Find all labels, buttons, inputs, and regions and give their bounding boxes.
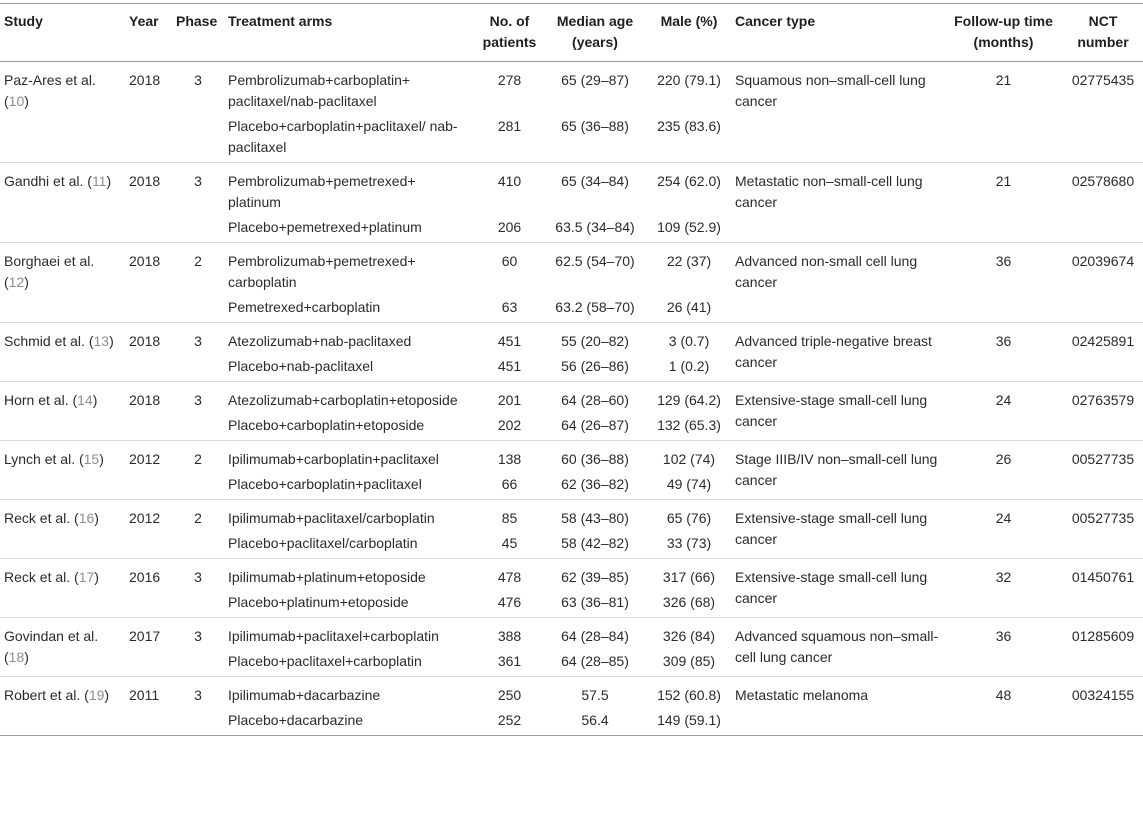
table-row: [0, 323, 1143, 356]
study-author: Horn et al. (: [4, 392, 78, 408]
male-cell: 26 (41): [666, 299, 712, 315]
median-age-cell: 60 (36–88): [561, 451, 629, 467]
male-cell: 65 (76): [666, 510, 712, 526]
header-treatment-arms: Treatment arms: [228, 13, 333, 29]
header-patients: No. of patients: [482, 13, 537, 50]
table-row: [0, 243, 1143, 297]
male-cell: 254 (62.0): [657, 173, 721, 189]
patients-cell: 451: [497, 358, 522, 374]
header-follow-up: Follow-up time (months): [954, 13, 1053, 50]
reference-link[interactable]: 18: [8, 649, 25, 665]
nct-number-cell: 01450761: [1071, 569, 1135, 585]
study-author: Paz-Ares et al. (: [4, 72, 96, 109]
male-cell: 49 (74): [666, 476, 712, 492]
table-row: [0, 677, 1143, 710]
nct-number-cell: 00527735: [1071, 451, 1135, 467]
reference-close-paren: ): [24, 274, 29, 290]
male-cell: 326 (68): [662, 594, 716, 610]
phase-cell: 2: [194, 451, 202, 467]
patients-cell: 278: [497, 72, 522, 88]
treatment-arm-cell: Placebo+dacarbazine: [228, 712, 364, 728]
median-age-cell: 56.4: [581, 712, 609, 728]
median-age-cell: 55 (20–82): [561, 333, 629, 349]
table-header: [0, 4, 1143, 62]
treatment-arm-cell: Pembrolizumab+carboplatin+ paclitaxel/nab-paclitaxel: [228, 72, 411, 109]
reference-link[interactable]: 16: [78, 510, 95, 526]
table-row: [0, 618, 1143, 651]
patients-cell: 63: [501, 299, 518, 315]
follow-up-cell: 21: [995, 173, 1012, 189]
patients-cell: 252: [497, 712, 522, 728]
reference-link[interactable]: 19: [88, 687, 105, 703]
male-cell: 33 (73): [666, 535, 712, 551]
year-cell: 2018: [129, 392, 161, 408]
year-cell: 2011: [129, 687, 160, 703]
phase-cell: 2: [194, 510, 202, 526]
phase-cell: 3: [194, 333, 202, 349]
cancer-type-cell: Squamous non–small-cell lung cancer: [735, 72, 926, 109]
table-body: [0, 62, 1143, 736]
header-study: Study: [4, 13, 43, 29]
phase-cell: 3: [194, 687, 202, 703]
study-cell: [0, 618, 125, 677]
cancer-type-cell: Metastatic melanoma: [735, 687, 869, 703]
reference-close-paren: ): [109, 333, 114, 349]
male-cell: 22 (37): [666, 253, 712, 269]
cancer-type-cell: Advanced triple-negative breast cancer: [735, 333, 932, 370]
table-row: [0, 559, 1143, 592]
reference-link[interactable]: 13: [93, 333, 110, 349]
follow-up-cell: 26: [995, 451, 1012, 467]
study-author: Reck et al. (: [4, 510, 79, 526]
treatment-arm-cell: Ipilimumab+platinum+etoposide: [228, 569, 426, 585]
treatment-arm-cell: Placebo+paclitaxel+carboplatin: [228, 653, 422, 669]
nct-number-cell: 02775435: [1071, 72, 1135, 88]
median-age-cell: 64 (28–84): [561, 628, 629, 644]
treatment-arm-cell: Pembrolizumab+pemetrexed+ platinum: [228, 173, 416, 210]
phase-cell: 3: [194, 173, 202, 189]
study-cell: [0, 382, 125, 441]
reference-close-paren: ): [24, 93, 29, 109]
study-cell: [0, 559, 125, 618]
median-age-cell: 58 (43–80): [561, 510, 629, 526]
reference-close-paren: ): [94, 510, 99, 526]
median-age-cell: 65 (36–88): [561, 118, 629, 134]
male-cell: 129 (64.2): [657, 392, 721, 408]
patients-cell: 201: [497, 392, 522, 408]
median-age-cell: 58 (42–82): [561, 535, 629, 551]
patients-cell: 206: [497, 219, 522, 235]
reference-link[interactable]: 11: [91, 173, 107, 189]
trials-table: [0, 3, 1143, 736]
follow-up-cell: 24: [995, 510, 1012, 526]
cancer-type-cell: Advanced non-small cell lung cancer: [735, 253, 918, 290]
treatment-arm-cell: Placebo+carboplatin+etoposide: [228, 417, 425, 433]
median-age-cell: 63.5 (34–84): [555, 219, 635, 235]
study-author: Gandhi et al. (: [4, 173, 92, 189]
male-cell: 109 (52.9): [657, 219, 721, 235]
cancer-type-cell: Stage IIIB/IV non–small-cell lung cancer: [735, 451, 938, 488]
nct-number-cell: 00324155: [1071, 687, 1135, 703]
patients-cell: 45: [501, 535, 518, 551]
median-age-cell: 62 (39–85): [561, 569, 629, 585]
table-row: [0, 500, 1143, 533]
year-cell: 2018: [129, 253, 161, 269]
study-cell: [0, 62, 125, 163]
follow-up-cell: 32: [995, 569, 1012, 585]
header-row: [0, 4, 1143, 62]
cancer-type-cell: Extensive-stage small-cell lung cancer: [735, 510, 928, 547]
male-cell: 102 (74): [662, 451, 716, 467]
study-author: Reck et al. (: [4, 569, 79, 585]
treatment-arm-cell: Pembrolizumab+pemetrexed+ carboplatin: [228, 253, 416, 290]
patients-cell: 138: [497, 451, 522, 467]
year-cell: 2018: [129, 333, 161, 349]
table-row: [0, 382, 1143, 415]
patients-cell: 476: [497, 594, 522, 610]
male-cell: 326 (84): [662, 628, 716, 644]
patients-cell: 361: [497, 653, 522, 669]
median-age-cell: 63 (36–81): [561, 594, 629, 610]
reference-close-paren: ): [24, 649, 29, 665]
phase-cell: 2: [194, 253, 202, 269]
male-cell: 235 (83.6): [657, 118, 721, 134]
patients-cell: 281: [497, 118, 522, 134]
male-cell: 149 (59.1): [657, 712, 721, 728]
study-author: Borghaei et al. (: [4, 253, 95, 290]
follow-up-cell: 21: [995, 72, 1012, 88]
median-age-cell: 56 (26–86): [561, 358, 629, 374]
male-cell: 132 (65.3): [657, 417, 721, 433]
patients-cell: 451: [497, 333, 522, 349]
reference-link[interactable]: 17: [78, 569, 95, 585]
nct-number-cell: 02578680: [1071, 173, 1135, 189]
study-author: Govindan et al. (: [4, 628, 99, 665]
header-nct-number: NCT number: [1077, 13, 1129, 50]
treatment-arm-cell: Placebo+carboplatin+paclitaxel/ nab-paclitaxel: [228, 118, 458, 155]
phase-cell: 3: [194, 569, 202, 585]
patients-cell: 410: [497, 173, 522, 189]
reference-close-paren: ): [99, 451, 104, 467]
median-age-cell: 57.5: [581, 687, 609, 703]
treatment-arm-cell: Ipilimumab+carboplatin+paclitaxel: [228, 451, 439, 467]
reference-close-paren: ): [104, 687, 110, 703]
median-age-cell: 64 (28–85): [561, 653, 629, 669]
male-cell: 317 (66): [662, 569, 716, 585]
male-cell: 3 (0.7): [668, 333, 710, 349]
treatment-arm-cell: Ipilimumab+paclitaxel/carboplatin: [228, 510, 435, 526]
reference-link[interactable]: 12: [8, 274, 25, 290]
header-cancer-type: Cancer type: [735, 13, 816, 29]
reference-link[interactable]: 15: [83, 451, 100, 467]
phase-cell: 3: [194, 72, 202, 88]
study-cell: [0, 323, 125, 382]
table-row: [0, 62, 1143, 116]
median-age-cell: 62.5 (54–70): [555, 253, 635, 269]
phase-cell: 3: [194, 628, 202, 644]
reference-close-paren: ): [106, 173, 112, 189]
treatment-arm-cell: Placebo+pemetrexed+platinum: [228, 219, 422, 235]
follow-up-cell: 36: [995, 333, 1012, 349]
follow-up-cell: 36: [995, 628, 1012, 644]
cancer-type-cell: Metastatic non–small-cell lung cancer: [735, 173, 923, 210]
patients-cell: 66: [501, 476, 518, 492]
treatment-arm-cell: Placebo+carboplatin+paclitaxel: [228, 476, 422, 492]
median-age-cell: 63.2 (58–70): [555, 299, 635, 315]
treatment-arm-cell: Placebo+nab-paclitaxel: [228, 358, 374, 374]
median-age-cell: 62 (36–82): [561, 476, 629, 492]
patients-cell: 388: [497, 628, 522, 644]
nct-number-cell: 02425891: [1071, 333, 1135, 349]
follow-up-cell: 24: [995, 392, 1012, 408]
treatment-arm-cell: Ipilimumab+dacarbazine: [228, 687, 381, 703]
patients-cell: 60: [501, 253, 518, 269]
male-cell: 152 (60.8): [657, 687, 721, 703]
treatment-arm-cell: Atezolizumab+carboplatin+etoposide: [228, 392, 458, 408]
year-cell: 2018: [129, 173, 161, 189]
year-cell: 2012: [129, 510, 161, 526]
header-male: Male (%): [660, 13, 718, 29]
trials-table-container: [0, 3, 1143, 829]
study-author: Robert et al. (: [4, 687, 89, 703]
treatment-arm-cell: Ipilimumab+paclitaxel+carboplatin: [228, 628, 439, 644]
nct-number-cell: 00527735: [1071, 510, 1135, 526]
patients-cell: 478: [497, 569, 522, 585]
cancer-type-cell: Extensive-stage small-cell lung cancer: [735, 392, 928, 429]
median-age-cell: 65 (29–87): [561, 72, 629, 88]
phase-cell: 3: [194, 392, 202, 408]
patients-cell: 202: [497, 417, 522, 433]
patients-cell: 85: [501, 510, 518, 526]
study-cell: [0, 441, 125, 500]
median-age-cell: 65 (34–84): [561, 173, 629, 189]
median-age-cell: 64 (26–87): [561, 417, 629, 433]
treatment-arm-cell: Placebo+platinum+etoposide: [228, 594, 409, 610]
study-cell: [0, 500, 125, 559]
median-age-cell: 64 (28–60): [561, 392, 629, 408]
follow-up-cell: 36: [995, 253, 1012, 269]
header-year: Year: [129, 13, 159, 29]
follow-up-cell: 48: [995, 687, 1012, 703]
year-cell: 2018: [129, 72, 161, 88]
nct-number-cell: 01285609: [1071, 628, 1135, 644]
reference-close-paren: ): [92, 392, 98, 408]
year-cell: 2017: [129, 628, 161, 644]
study-author: Schmid et al. (: [4, 333, 94, 349]
male-cell: 309 (85): [662, 653, 716, 669]
cancer-type-cell: Advanced squamous non–small-cell lung cancer: [735, 628, 939, 665]
study-cell: [0, 163, 125, 243]
nct-number-cell: 02763579: [1071, 392, 1135, 408]
study-cell: [0, 243, 125, 323]
header-phase: Phase: [176, 13, 218, 29]
treatment-arm-cell: Placebo+paclitaxel/carboplatin: [228, 535, 418, 551]
reference-close-paren: ): [94, 569, 99, 585]
table-row: [0, 441, 1143, 474]
treatment-arm-cell: Pemetrexed+carboplatin: [228, 299, 381, 315]
treatment-arm-cell: Atezolizumab+nab-paclitaxed: [228, 333, 412, 349]
study-cell: [0, 677, 125, 736]
male-cell: 1 (0.2): [668, 358, 710, 374]
year-cell: 2012: [129, 451, 161, 467]
table-row: [0, 163, 1143, 217]
male-cell: 220 (79.1): [657, 72, 721, 88]
year-cell: 2016: [129, 569, 161, 585]
patients-cell: 250: [497, 687, 522, 703]
nct-number-cell: 02039674: [1071, 253, 1135, 269]
reference-link[interactable]: 14: [77, 392, 93, 408]
reference-link[interactable]: 10: [8, 93, 25, 109]
cancer-type-cell: Extensive-stage small-cell lung cancer: [735, 569, 928, 606]
header-median-age: Median age (years): [556, 13, 634, 50]
study-author: Lynch et al. (: [4, 451, 84, 467]
